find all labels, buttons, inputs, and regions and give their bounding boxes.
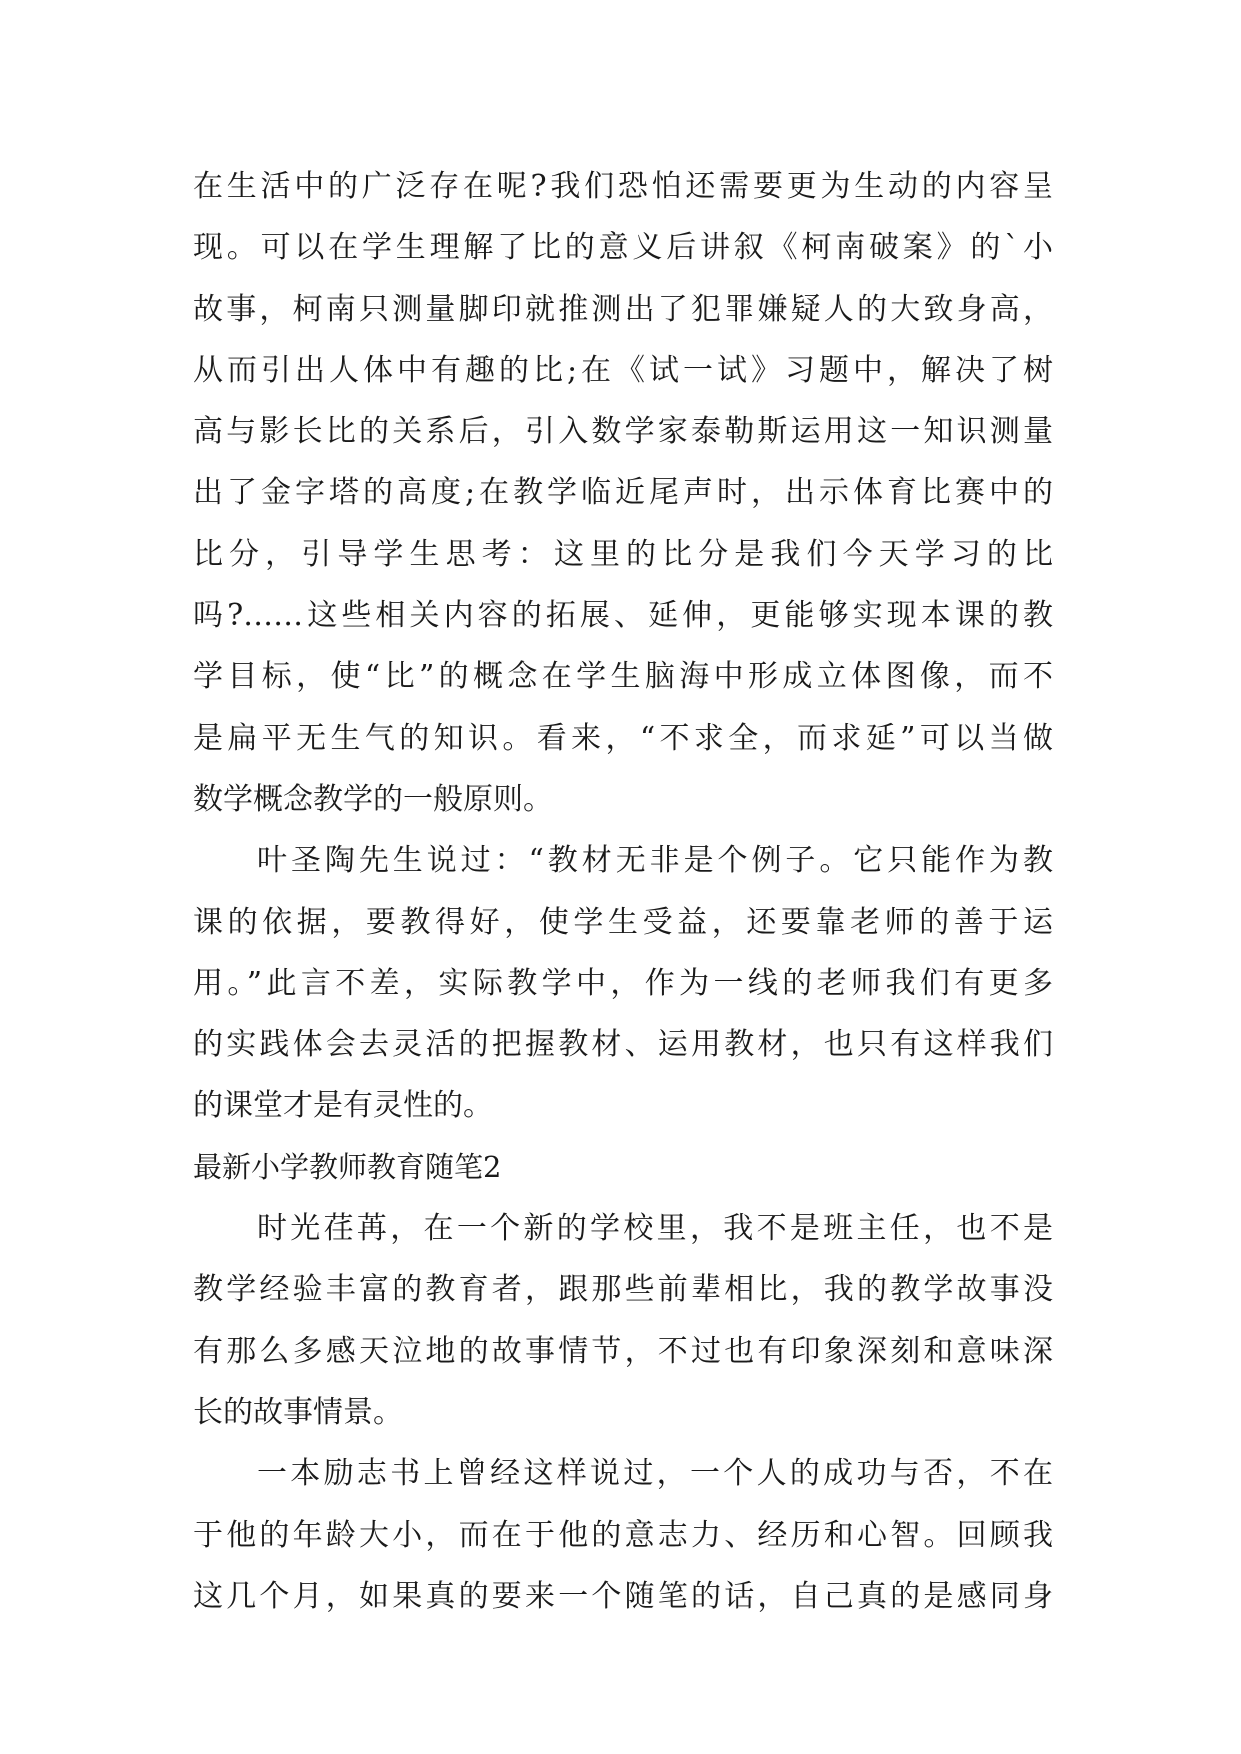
text-line: 有那么多感天泣地的故事情节，不过也有印象深刻和意味深 — [193, 1333, 1053, 1369]
text-line: 是扁平无生气的知识。看来，“不求全，而求延”可以当做 — [193, 720, 1053, 756]
text-line: 数学概念教学的一般原则。 — [193, 781, 553, 817]
text-line: 长的故事情景。 — [193, 1394, 403, 1430]
text-line: 于他的年龄大小，而在于他的意志力、经历和心智。回顾我 — [193, 1517, 1053, 1553]
paragraph-first-line: 叶圣陶先生说过：“教材无非是个例子。它只能作为教 — [257, 843, 1053, 879]
text-line: 从而引出人体中有趣的比;在《试一试》习题中，解决了树 — [193, 352, 1053, 388]
text-line: 用。”此言不差，实际教学中，作为一线的老师我们有更多 — [193, 965, 1053, 1001]
text-line: 现。可以在学生理解了比的意义后讲叙《柯南破案》的`小 — [193, 230, 1053, 266]
text-line: 在生活中的广泛存在呢?我们恐怕还需要更为生动的内容呈 — [193, 169, 1053, 204]
text-line: 的实践体会去灵活的把握教材、运用教材，也只有这样我们 — [193, 1027, 1053, 1063]
text-line: 比分，引导学生思考：这里的比分是我们今天学习的比 — [193, 536, 1053, 572]
text-line: 故事，柯南只测量脚印就推测出了犯罪嫌疑人的大致身高， — [193, 291, 1053, 327]
text-line: 教学经验丰富的教育者，跟那些前辈相比，我的教学故事没 — [193, 1272, 1053, 1308]
text-line: 高与影长比的关系后，引入数学家泰勒斯运用这一知识测量 — [193, 414, 1053, 450]
text-line: 这几个月，如果真的要来一个随笔的话，自己真的是感同身 — [193, 1578, 1053, 1614]
text-line: 的课堂才是有灵性的。 — [193, 1088, 493, 1124]
paragraph-first-line: 一本励志书上曾经这样说过，一个人的成功与否，不在 — [257, 1456, 1053, 1492]
text-line: 课的依据，要教得好，使学生受益，还要靠老师的善于运 — [193, 904, 1053, 940]
text-line: 学目标，使“比”的概念在学生脑海中形成立体图像，而不 — [193, 659, 1053, 695]
paragraph-first-line: 时光荏苒，在一个新的学校里，我不是班主任，也不是 — [257, 1211, 1053, 1247]
text-line: 吗?……这些相关内容的拓展、延伸，更能够实现本课的教 — [193, 598, 1053, 634]
essay-body — [193, 156, 1053, 1627]
section-heading: 最新小学教师教育随笔2 — [193, 1149, 502, 1184]
text-line: 出了金字塔的高度;在教学临近尾声时，出示体育比赛中的 — [193, 475, 1053, 511]
